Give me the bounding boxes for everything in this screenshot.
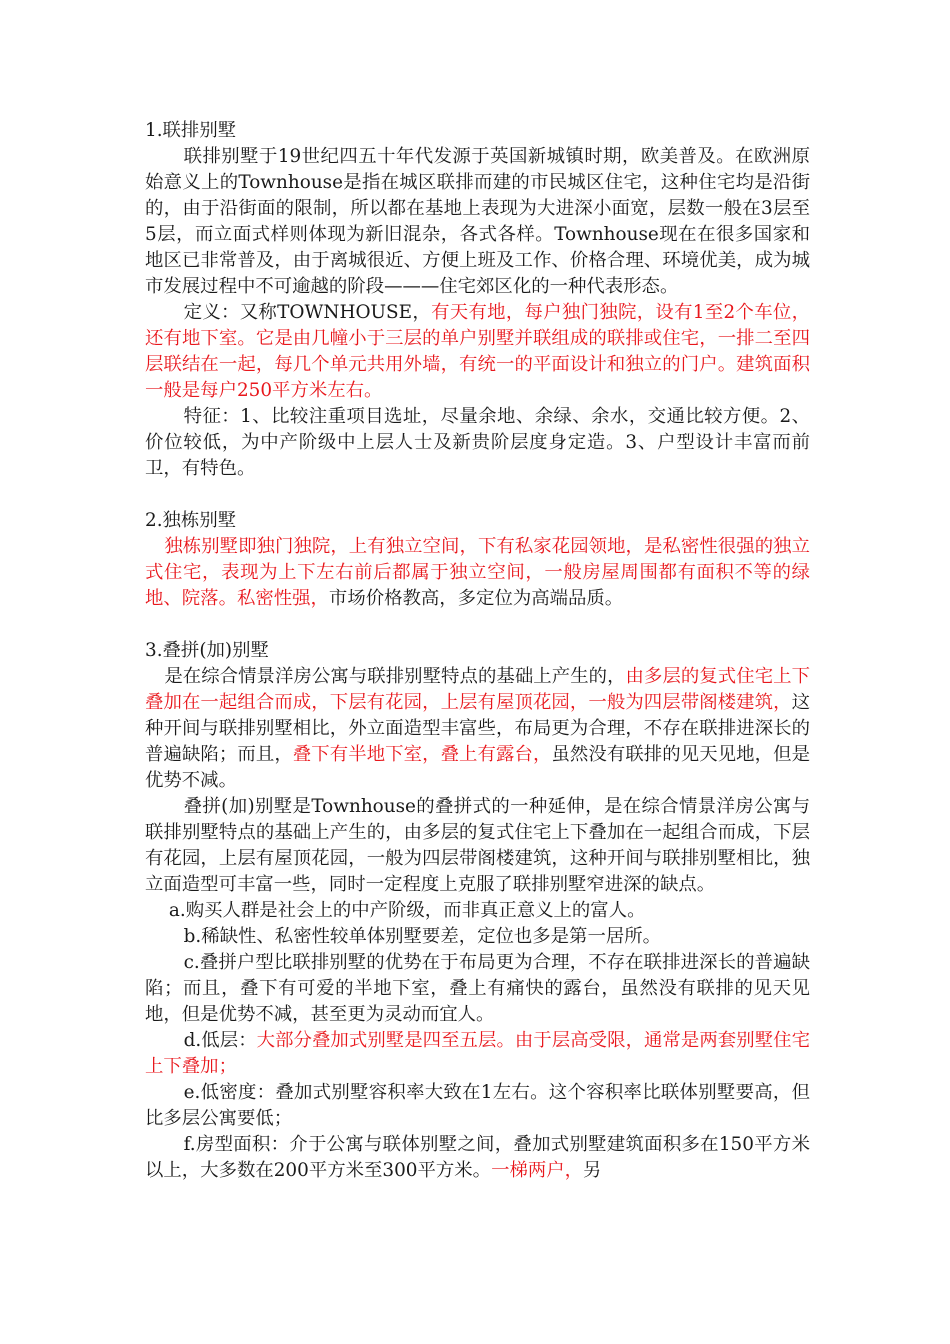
section-3-text-a: 是在综合情景洋房公寓与联排别墅特点的基础上产生的， [164, 666, 626, 687]
list-item-f [145, 1132, 810, 1184]
section-spacer [145, 482, 810, 508]
list-item-b: b.稀缺性、私密性较单体别墅要差，定位也多是第一居所。 [183, 926, 662, 947]
list-item-e: e.低密度：叠加式别墅容积率大致在1左右。这个容积率比联体别墅要高，但比多层公寓要低； [145, 1082, 810, 1129]
section-1-features: 特征：1、比较注重项目选址，尽量余地、余绿、余水，交通比较方便。2、价位较低，为中产阶级中上层人士及新贵阶层度身定造。3、户型设计丰富而前卫，有特色。 [145, 406, 810, 479]
document-body [145, 118, 810, 1184]
section-3-paragraph-1 [145, 664, 810, 794]
section-spacer [145, 612, 810, 638]
list-item-d [145, 1028, 810, 1080]
section-1-definition [145, 300, 810, 404]
list-item-d-label: d.低层： [183, 1030, 257, 1051]
section-2-highlight: 独栋别墅即独门独院，上有独立空间，下有私家花园领地，是私密性很强的独立式住宅，表现为上下左右前后都属于独立空间，一般房屋周围都有面积不等的绿地、院落。私密性强， [145, 536, 810, 609]
list-item-c: c.叠拼户型比联排别墅的优势在于布局更为合理，不存在联排进深长的普遍缺陷；而且，叠下有可爱的半地下室，叠上有痛快的露台，虽然没有联排的见天见地，但是优势不减，甚至更为灵动而宜人。 [145, 952, 810, 1025]
section-1-title: 1.联排别墅 [145, 120, 237, 141]
list-item-d-highlight: 大部分叠加式别墅是四至五层。由于层高受限，通常是两套别墅住宅上下叠加； [145, 1030, 810, 1077]
section-2-paragraph [145, 534, 810, 612]
list-item-f-text: f.房型面积：介于公寓与联体别墅之间，叠加式别墅建筑面积多在150平方米以上，大多数在200平方米至300平方米。 [145, 1134, 810, 1181]
section-3-highlight-b: 由多层的复式住宅上下叠加在一起组合而成，下层有花园，上层有屋顶花园，一般为四层带阁楼建筑， [145, 666, 810, 713]
section-3-highlight-d: 叠下有半地下室，叠上有露台， [292, 744, 552, 765]
section-3-text-c: 这种开间与联排别墅相比，外立面造型丰富些，布局更为合理，不存在联排进深长的普遍缺陷；而且， [145, 692, 810, 765]
section-3-text-e: 虽然没有联排的见天见地，但是优势不减。 [145, 744, 810, 791]
section-1-paragraph-1: 联排别墅于19世纪四五十年代发源于英国新城镇时期，欧美普及。在欧洲原始意义上的Townhouse是指在城区联排而建的市民城区住宅，这种住宅均是沿街的，由于沿街面的限制，所以都在基地上表现为大进深小面宽，层数一般在3层至5层，而立面式样则体现为新旧混杂，各式各样。Townhouse现在在很多国家和地区已非常普及，由于离城很近、方便上班及工作、价格合理、环境优美，成为城市发展过程中不可逾越的阶段———住宅郊区化的一种代表形态。 [145, 146, 810, 297]
definition-lead: 定义：又称TOWNHOUSE， [183, 302, 432, 323]
section-3-paragraph-2: 叠拼(加)别墅是Townhouse的叠拼式的一种延伸，是在综合情景洋房公寓与联排别墅特点的基础上产生的，由多层的复式住宅上下叠加在一起组合而成，下层有花园，上层有屋顶花园，一般为四层带阁楼建筑，这种开间与联排别墅相比，独立面造型可丰富一些，同时一定程度上克服了联排别墅窄进深的缺点。 [145, 796, 810, 895]
list-item-a: a.购买人群是社会上的中产阶级，而非真正意义上的富人。 [168, 900, 646, 921]
section-3-title: 3.叠拼(加)别墅 [145, 640, 269, 661]
list-item-f-tail: 另 [583, 1160, 602, 1181]
section-2-title: 2.独栋别墅 [145, 510, 237, 531]
section-2-text: 市场价格教高，多定位为高端品质。 [328, 588, 624, 609]
definition-highlight: 有天有地，每户独门独院，设有1至2个车位，还有地下室。它是由几幢小于三层的单户别墅并联组成的联排或住宅，一排二至四层联结在一起，每几个单元共用外墙，有统一的平面设计和独立的门户。建筑面积一般是每户250平方米左右。 [145, 302, 810, 401]
list-item-f-highlight: 一梯两户， [491, 1160, 584, 1181]
